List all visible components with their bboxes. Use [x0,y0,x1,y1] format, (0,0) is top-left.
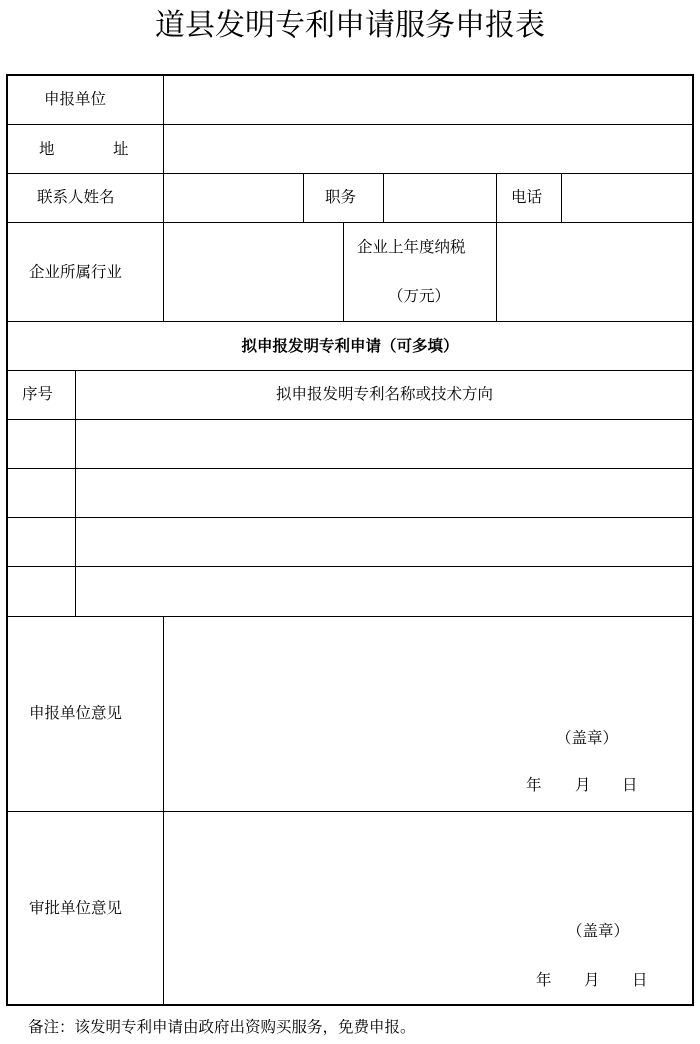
row-divider [6,173,694,174]
applicant-month-label: 月 [575,776,591,794]
list-row-name[interactable] [80,423,690,464]
row-divider [6,811,694,812]
applicant-seal-label: （盖章） [556,729,619,747]
approver-opinion-field[interactable] [168,816,688,916]
patent-name-header: 拟申报发明专利名称或技术方向 [275,385,493,403]
row-divider [6,370,694,371]
approver-opinion-label: 审批单位意见 [29,899,123,917]
tax-field[interactable] [501,227,689,317]
col-divider [383,173,384,222]
list-row-name[interactable] [80,570,690,612]
row-divider [6,419,694,420]
applicant-opinion-field[interactable] [168,621,688,721]
approver-day-label: 日 [632,971,648,989]
approver-seal-label: （盖章） [567,922,630,940]
row-divider [6,566,694,567]
list-row-name[interactable] [80,521,690,562]
row-divider [6,124,694,125]
tax-label-line2: （万元） [388,287,451,305]
approver-year-label: 年 [536,971,552,989]
list-row-seq[interactable] [10,570,72,612]
row-divider [6,321,694,322]
col-divider [496,173,497,222]
contact-name-field[interactable] [168,178,298,218]
col-divider [343,222,344,321]
col-divider [561,173,562,222]
industry-label: 企业所属行业 [29,263,123,281]
row-divider [6,222,694,223]
applicant-unit-label: 申报单位 [44,90,107,108]
contact-name-label: 联系人姓名 [37,188,115,206]
col-divider [163,616,164,1006]
col-divider [75,370,76,616]
footnote: 备注：该发明专利申请由政府出资购买服务，免费申报。 [28,1018,416,1036]
approver-month-label: 月 [584,971,600,989]
list-row-seq[interactable] [10,472,72,513]
phone-field[interactable] [566,178,690,218]
list-row-seq[interactable] [10,521,72,562]
applicant-day-label: 日 [622,776,638,794]
applicant-unit-field[interactable] [168,80,688,120]
section-title: 拟申报发明专利申请（可多填） [241,337,459,355]
phone-label: 电话 [511,188,543,206]
industry-field[interactable] [168,227,338,317]
form-title: 道县发明专利申请服务申报表 [155,8,545,43]
list-row-name[interactable] [80,472,690,513]
row-divider [6,616,694,617]
col-divider [163,74,164,322]
row-divider [6,517,694,518]
address-label-char1: 地 [39,140,55,158]
row-divider [6,468,694,469]
tax-label-line1: 企业上年度纳税 [357,238,466,256]
position-field[interactable] [388,178,492,218]
address-label-char2: 址 [113,140,129,158]
seq-header: 序号 [22,385,54,403]
position-label: 职务 [325,188,357,206]
col-divider [496,222,497,321]
address-field[interactable] [168,129,688,169]
applicant-opinion-label: 申报单位意见 [29,704,123,722]
applicant-year-label: 年 [526,776,542,794]
list-row-seq[interactable] [10,423,72,464]
col-divider [303,173,304,222]
